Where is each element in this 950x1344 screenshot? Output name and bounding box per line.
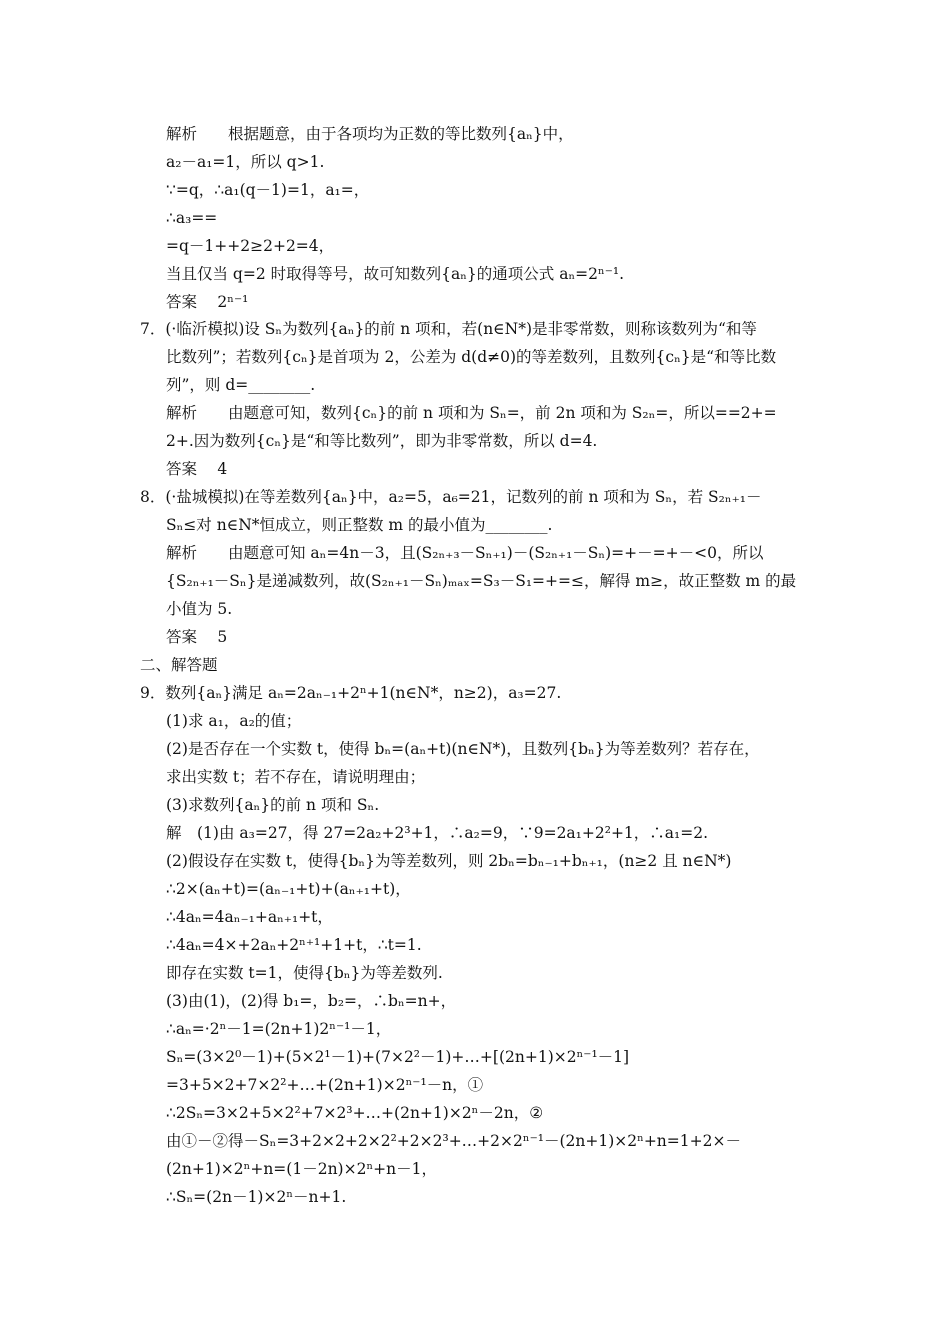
text-line: 小值为 5. — [166, 600, 233, 618]
text-line: (2n+1)×2ⁿ+n=(1－2n)×2ⁿ+n－1， — [166, 1160, 437, 1178]
text-line: 当且仅当 q=2 时取得等号，故可知数列{aₙ}的通项公式 aₙ=2ⁿ⁻¹. — [166, 265, 625, 283]
text-line: ∴4aₙ=4×+2aₙ+2ⁿ⁺¹+1+t，∴t=1. — [166, 936, 422, 954]
text-line: Sₙ≤对 n∈N*恒成立，则正整数 m 的最小值为________. — [166, 516, 553, 534]
text-line: 2+.因为数列{cₙ}是“和等比数列”，即为非零常数，所以 d=4. — [166, 432, 598, 450]
section-heading: 二、解答题 — [140, 656, 218, 674]
text-line: ∴aₙ=·2ⁿ－1=(2n+1)2ⁿ⁻¹－1， — [166, 1020, 392, 1038]
text-line: 列”，则 d=________. — [166, 376, 316, 394]
text-line: ∴Sₙ=(2n－1)×2ⁿ－n+1. — [166, 1188, 347, 1206]
text-line: ∴4aₙ=4aₙ₋₁+aₙ₊₁+t， — [166, 908, 333, 926]
text-line: (2)假设存在实数 t，使得{bₙ}为等差数列，则 2bₙ=bₙ₋₁+bₙ₊₁，(n≥2 且 n∈N*) — [166, 852, 732, 870]
question-9: 9．数列{aₙ}满足 aₙ=2aₙ₋₁+2ⁿ+1(n∈N*，n≥2)，a₃=27. — [140, 684, 562, 702]
answer-line: 答案 4 — [166, 460, 228, 478]
text-line: {S₂ₙ₊₁－Sₙ}是递减数列，故(S₂ₙ₊₁－Sₙ)ₘₐₓ=S₃－S₁=+=≤，解得 m≥，故正整数 m 的最 — [166, 572, 797, 590]
text-line: 解 (1)由 a₃=27，得 27=2a₂+2³+1，∴a₂=9，∵9=2a₁+2²+1，∴a₁=2. — [166, 824, 709, 842]
text-line: =q－1++2≥2+2=4， — [166, 237, 335, 255]
text-line: (3)求数列{aₙ}的前 n 项和 Sₙ. — [166, 796, 380, 814]
answer-line: 答案 5 — [166, 628, 228, 646]
text-line: ∵=q，∴a₁(q－1)=1，a₁=， — [166, 181, 370, 199]
text-line: 解析 由题意可知 aₙ=4n－3，且(S₂ₙ₊₃－Sₙ₊₁)－(S₂ₙ₊₁－Sₙ)=+－=+－<0，所以 — [166, 544, 764, 562]
text-line: ∴2×(aₙ+t)=(aₙ₋₁+t)+(aₙ₊₁+t)， — [166, 880, 411, 898]
text-line: (3)由(1)，(2)得 b₁=，b₂=，∴bₙ=n+， — [166, 992, 457, 1010]
text-line: 即存在实数 t=1，使得{bₙ}为等差数列. — [166, 964, 443, 982]
text-line: 比数列”；若数列{cₙ}是首项为 2，公差为 d(d≠0)的等差数列，且数列{cₙ}是“和等比数 — [166, 348, 777, 366]
text-line: =3+5×2+7×2²+…+(2n+1)×2ⁿ⁻¹－n，① — [166, 1076, 484, 1094]
question-8: 8．(·盐城模拟)在等差数列{aₙ}中，a₂=5，a₆=21，记数列的前 n 项和为 Sₙ，若 S₂ₙ₊₁－ — [140, 488, 762, 506]
text-line: a₂－a₁=1，所以 q>1. — [166, 153, 325, 171]
text-line: 求出实数 t；若不存在，请说明理由； — [166, 768, 426, 786]
text-line: 解析 根据题意，由于各项均为正数的等比数列{aₙ}中， — [166, 125, 574, 143]
answer-line: 答案 2ⁿ⁻¹ — [166, 293, 249, 311]
text-line: 解析 由题意可知，数列{cₙ}的前 n 项和为 Sₙ=，前 2n 项和为 S₂ₙ=，所以==2+= — [166, 404, 777, 422]
text-line: 由①－②得－Sₙ=3+2×2+2×2²+2×2³+…+2×2ⁿ⁻¹－(2n+1)×2ⁿ+n=1+2×－ — [166, 1132, 741, 1150]
text-line: (2)是否存在一个实数 t，使得 bₙ=(aₙ+t)(n∈N*)，且数列{bₙ}为等差数列？若存在， — [166, 740, 760, 758]
text-line: (1)求 a₁，a₂的值； — [166, 712, 302, 730]
text-line: ∴2Sₙ=3×2+5×2²+7×2³+…+(2n+1)×2ⁿ－2n，② — [166, 1104, 544, 1122]
text-line: Sₙ=(3×2⁰－1)+(5×2¹－1)+(7×2²－1)+…+[(2n+1)×2ⁿ⁻¹－1] — [166, 1048, 630, 1066]
text-line: ∴a₃== — [166, 209, 218, 227]
question-7: 7．(·临沂模拟)设 Sₙ为数列{aₙ}的前 n 项和，若(n∈N*)是非零常数，则称该数列为“和等 — [140, 320, 757, 338]
